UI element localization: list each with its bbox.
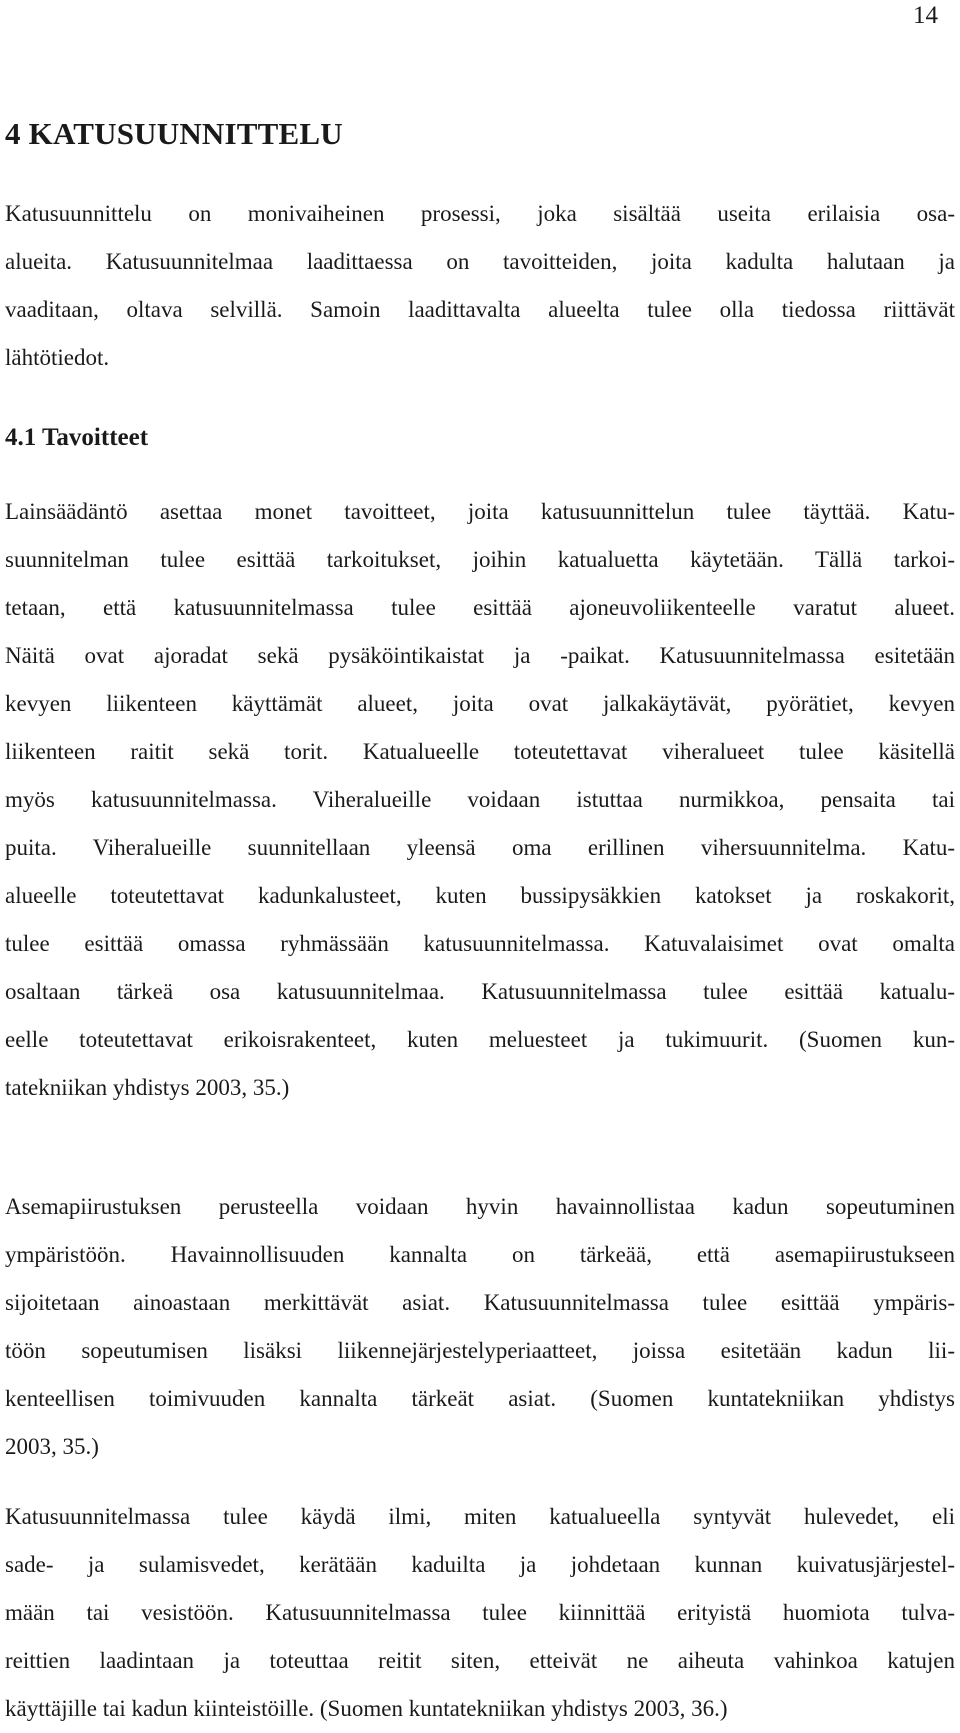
paragraph-goals xyxy=(5,488,955,1112)
text-line: myös katusuunnitelmassa. Viheralueille voidaan istuttaa nurmikkoa, pensaita tai xyxy=(5,787,955,812)
text-line: mään tai vesistöön. Katusuunnitelmassa tulee kiinnittää erityistä huomiota tulva- xyxy=(5,1600,955,1625)
text-line: Lainsäädäntö asettaa monet tavoitteet, joita katusuunnittelun tulee täyttää. Katu- xyxy=(5,499,955,524)
paragraph-intro xyxy=(5,190,955,382)
text-line: Asemapiirustuksen perusteella voidaan hyvin havainnollistaa kadun sopeutuminen xyxy=(5,1194,955,1219)
text-line: Katusuunnitelmassa tulee käydä ilmi, miten katualueella syntyvät hulevedet, eli xyxy=(5,1504,955,1529)
text-line: eelle toteutettavat erikoisrakenteet, kuten meluesteet ja tukimuurit. (Suomen kun- xyxy=(5,1027,955,1052)
text-line: tatekniikan yhdistys 2003, 35.) xyxy=(5,1075,290,1100)
section-heading: 4.1 Tavoitteet xyxy=(5,424,149,451)
text-line: alueita. Katusuunnitelmaa laadittaessa on tavoitteiden, joita kadulta halutaan ja xyxy=(5,249,955,274)
text-line: töön sopeutumisen lisäksi liikennejärjestelyperiaatteet, joissa esitetään kadun lii- xyxy=(5,1338,955,1363)
page-number: 14 xyxy=(913,2,938,29)
text-line: alueelle toteutettavat kadunkalusteet, kuten bussipysäkkien katokset ja roskakorit, xyxy=(5,883,955,908)
text-line: lähtötiedot. xyxy=(5,345,110,370)
text-line: sijoitetaan ainoastaan merkittävät asiat. Katusuunnitelmassa tulee esittää ympäris- xyxy=(5,1290,955,1315)
text-line: osaltaan tärkeä osa katusuunnitelmaa. Katusuunnitelmassa tulee esittää katualu- xyxy=(5,979,955,1004)
text-line: kenteellisen toimivuuden kannalta tärkeät asiat. (Suomen kuntatekniikan yhdistys xyxy=(5,1386,955,1411)
text-line: Katusuunnittelu on monivaiheinen prosessi, joka sisältää useita erilaisia osa- xyxy=(5,201,955,226)
text-line: tulee esittää omassa ryhmässään katusuunnitelmassa. Katuvalaisimet ovat omalta xyxy=(5,931,955,956)
text-line: puita. Viheralueille suunnitellaan yleensä oma erillinen vihersuunnitelma. Katu- xyxy=(5,835,955,860)
chapter-heading: 4 KATUSUUNNITTELU xyxy=(5,116,343,151)
text-line: kevyen liikenteen käyttämät alueet, joita ovat jalkakäytävät, pyörätiet, kevyen xyxy=(5,691,955,716)
text-line: suunnitelman tulee esittää tarkoitukset, joihin katualuetta käytetään. Tällä tarkoi- xyxy=(5,547,955,572)
text-line: liikenteen raitit sekä torit. Katualueelle toteutettavat viheralueet tulee käsitellä xyxy=(5,739,955,764)
text-line: 2003, 35.) xyxy=(5,1434,99,1459)
text-line: vaaditaan, oltava selvillä. Samoin laadittavalta alueelta tulee olla tiedossa riittävät xyxy=(5,297,955,322)
paragraph-stormwater xyxy=(5,1493,955,1733)
text-line: reittien laadintaan ja toteuttaa reitit siten, etteivät ne aiheuta vahinkoa katujen xyxy=(5,1648,955,1673)
text-line: ympäristöön. Havainnollisuuden kannalta on tärkeää, että asemapiirustukseen xyxy=(5,1242,955,1267)
text-line: Näitä ovat ajoradat sekä pysäköintikaistat ja -paikat. Katusuunnitelmassa esitetään xyxy=(5,643,955,668)
text-line: sade- ja sulamisvedet, kerätään kaduilta ja johdetaan kunnan kuivatusjärjestel- xyxy=(5,1552,955,1577)
text-line: tetaan, että katusuunnitelmassa tulee esittää ajoneuvoliikenteelle varatut alueet. xyxy=(5,595,955,620)
text-line: käyttäjille tai kadun kiinteistöille. (Suomen kuntatekniikan yhdistys 2003, 36.) xyxy=(5,1696,728,1721)
paragraph-site-plan xyxy=(5,1183,955,1471)
